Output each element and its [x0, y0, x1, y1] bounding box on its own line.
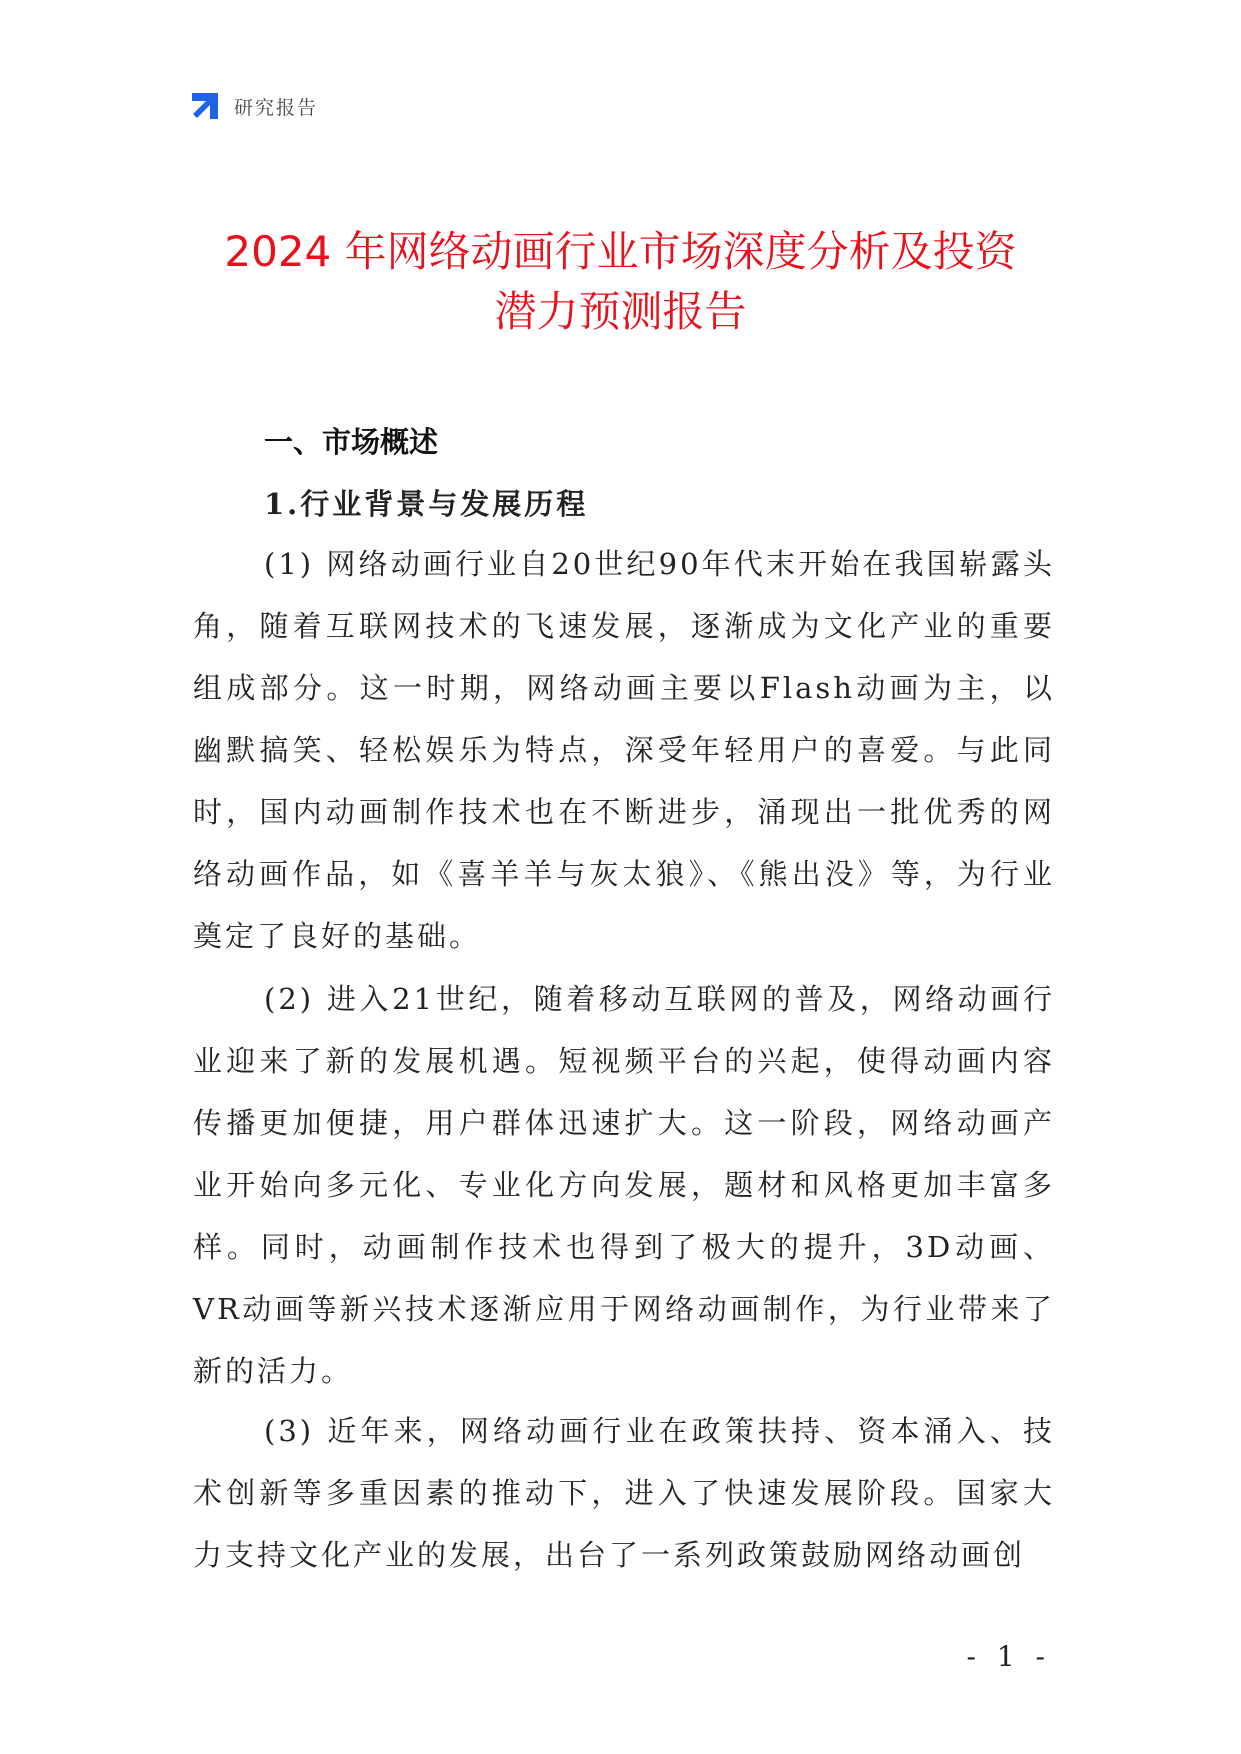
- page-number: - 1 -: [966, 1640, 1051, 1673]
- report-header: [188, 88, 318, 124]
- arrow-up-right-icon: [188, 89, 222, 123]
- paragraph-3: (3) 近年来，网络动画行业在政策扶持、资本涌入、技术创新等多重因素的推动下，进入了快速发展阶段。国家大力支持文化产业的发展，出台了一系列政策鼓励网络动画创: [193, 1414, 1055, 1572]
- title-line-2: 潜力预测报告: [494, 287, 747, 336]
- section-heading: 一、市场概述: [264, 425, 439, 459]
- title-line-1: 2024 年网络动画行业市场深度分析及投资: [224, 227, 1017, 276]
- report-title: [150, 222, 1091, 342]
- header-label: 研究报告: [234, 96, 319, 119]
- paragraph-1: (1) 网络动画行业自20世纪90年代末开始在我国崭露头角，随着互联网技术的飞速发展，逐渐成为文化产业的重要组成部分。这一时期，网络动画主要以Flash动画为主，以幽默搞笑、轻松娱乐为特点，深受年轻用户的喜爱。与此同时，国内动画制作技术也在不断进步，涌现出一批优秀的网络动画作品，如《喜羊羊与灰太狼》、《熊出没》等，为行业奠定了良好的基础。: [193, 547, 1055, 953]
- paragraph-2: (2) 进入21世纪，随着移动互联网的普及，网络动画行业迎来了新的发展机遇。短视频平台的兴起，使得动画内容传播更加便捷，用户群体迅速扩大。这一阶段，网络动画产业开始向多元化、专业化方向发展，题材和风格更加丰富多样。同时，动画制作技术也得到了极大的提升，3D动画、VR动画等新兴技术逐渐应用于网络动画制作，为行业带来了新的活力。: [193, 982, 1055, 1388]
- sub-heading: 1.行业背景与发展历程: [264, 487, 589, 521]
